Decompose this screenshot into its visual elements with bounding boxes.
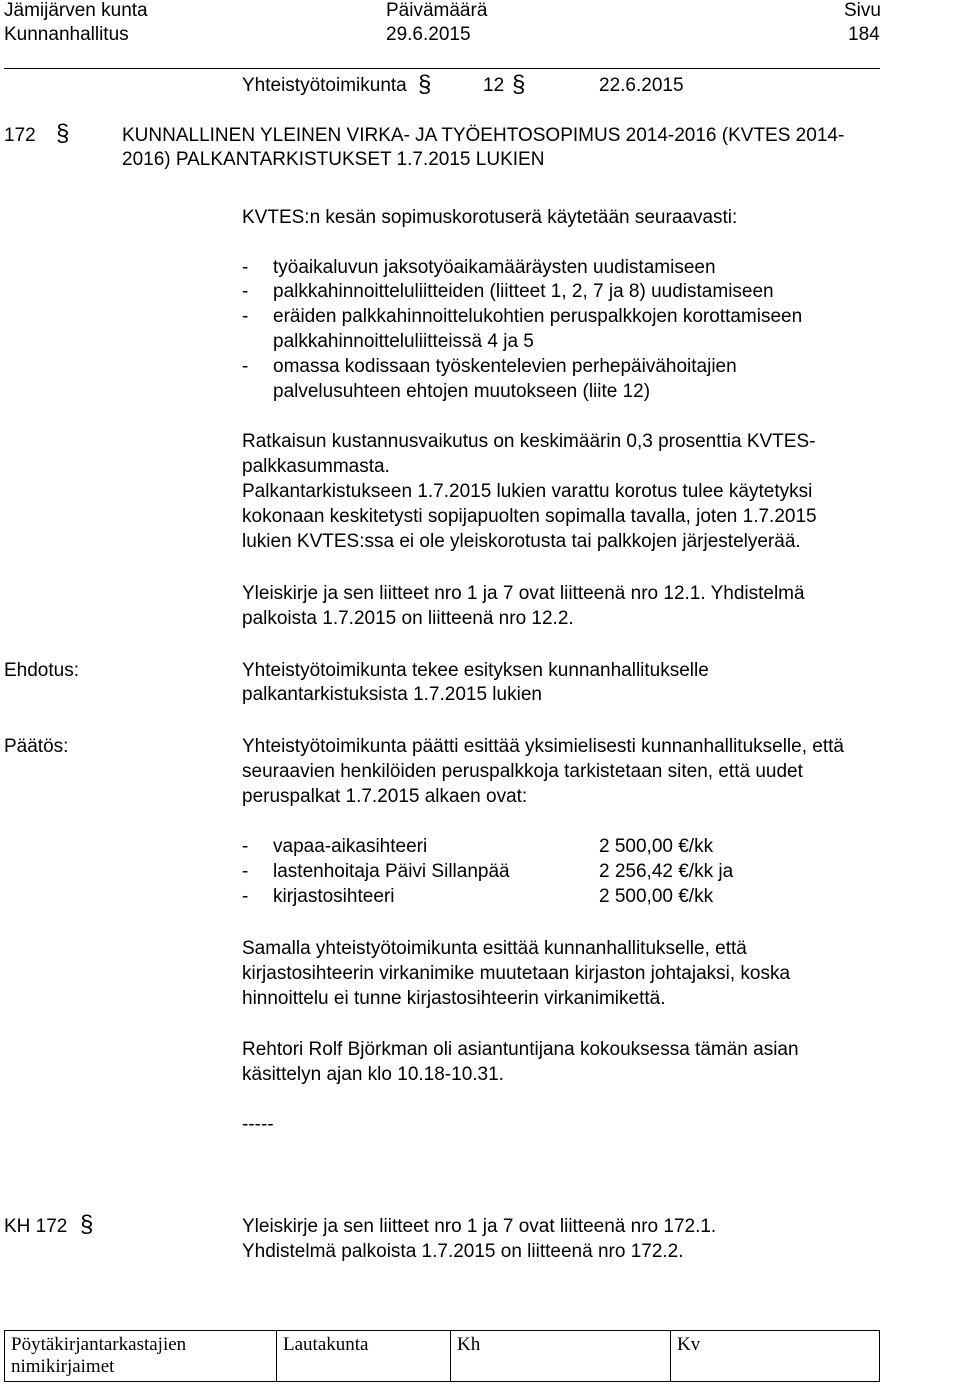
section-sign: § (56, 120, 70, 147)
list-dash: - (242, 281, 249, 302)
separator: ----- (242, 1114, 274, 1135)
proposal-line: Yhteistyötoimikunta tekee esityksen kunnanhallitukselle (242, 660, 709, 681)
list-item: työaikaluvun jaksotyöaikamääräysten uudistamiseen (273, 257, 716, 278)
section-sign: § (418, 71, 432, 98)
paragraph-line: kirjastosihteerin virkanimike muutetaan kirjaston johtajaksi, koska (242, 963, 791, 984)
salary-amount: 2 500,00 €/kk (599, 886, 714, 907)
footer-kv-label: Kv (677, 1334, 701, 1355)
proposal-line: palkantarkistuksista 1.7.2015 lukien (242, 684, 542, 705)
intro-text: KVTES:n kesän sopimuskorotuserä käytetään seuraavasti: (242, 207, 738, 228)
list-dash: - (242, 861, 249, 882)
page-label: Sivu (844, 0, 881, 21)
footer-signature-table (4, 1330, 880, 1382)
paragraph-line: Ratkaisun kustannusvaikutus on keskimäärin 0,3 prosenttia KVTES- (242, 431, 816, 452)
list-dash: - (242, 306, 249, 327)
footer-kv-cell (671, 1331, 879, 1381)
paragraph-line: palkoista 1.7.2015 on liitteenä nro 12.2. (242, 608, 574, 629)
committee-date: 22.6.2015 (599, 75, 684, 96)
salary-title: vapaa-aikasihteeri (273, 836, 428, 857)
committee-section-number: 12 (483, 75, 505, 96)
footer-checkers-label: Pöytäkirjantarkastajien (11, 1334, 187, 1355)
list-item-continued: palkkahinnoitteluliitteissä 4 ja 5 (273, 331, 534, 352)
footer-kh-cell (451, 1331, 671, 1381)
header-rule (4, 68, 880, 69)
page-number: 184 (848, 24, 880, 45)
list-dash: - (242, 836, 249, 857)
list-item: omassa kodissaan työskentelevien perhepäivähoitajien (273, 356, 737, 377)
salary-amount: 2 256,42 €/kk ja (599, 861, 734, 882)
list-dash: - (242, 257, 249, 278)
paragraph-line: Samalla yhteistyötoimikunta esittää kunnanhallitukselle, että (242, 938, 747, 959)
body-name: Kunnanhallitus (4, 24, 129, 45)
item-title-line-1: KUNNALLINEN YLEINEN VIRKA- JA TYÖEHTOSOPIMUS 2014-2016 (KVTES 2014- (122, 125, 845, 146)
paragraph-line: Yleiskirje ja sen liitteet nro 1 ja 7 ovat liitteenä nro 12.1. Yhdistelmä (242, 583, 805, 604)
decision-label: Päätös: (4, 736, 69, 757)
paragraph-line: lukien KVTES:ssa ei ole yleiskorotusta tai palkkojen järjestelyerää. (242, 531, 801, 552)
footer-kh-label: Kh (457, 1334, 481, 1355)
paragraph-line: käsittelyn ajan klo 10.18-10.31. (242, 1064, 504, 1085)
kh-label: KH 172 (4, 1216, 68, 1237)
footer-board-cell (277, 1331, 451, 1381)
list-dash: - (242, 356, 249, 377)
list-item: palkkahinnoitteluliitteiden (liitteet 1, 2, 7 ja 8) uudistamiseen (273, 281, 774, 302)
list-item: eräiden palkkahinnoittelukohtien peruspalkkojen korottamiseen (273, 306, 803, 327)
footer-checkers-label-2: nimikirjaimet (11, 1356, 115, 1377)
kh-line: Yhdistelmä palkoista 1.7.2015 on liitteenä nro 172.2. (242, 1241, 684, 1262)
item-number: 172 (4, 125, 36, 146)
footer-board-label: Lautakunta (283, 1334, 369, 1355)
meeting-date: 29.6.2015 (386, 24, 471, 45)
salary-title: kirjastosihteeri (273, 886, 395, 907)
date-label: Päivämäärä (386, 0, 488, 21)
paragraph-line: kokonaan keskitetysti sopijapuolten sopimalla tavalla, joten 1.7.2015 (242, 506, 817, 527)
item-title-line-2: 2016) PALKANTARKISTUKSET 1.7.2015 LUKIEN (122, 149, 545, 170)
footer-checkers-cell (5, 1331, 277, 1381)
list-item-continued: palvelusuhteen ehtojen muutokseen (liite 12) (273, 381, 651, 402)
kh-line: Yleiskirje ja sen liitteet nro 1 ja 7 ovat liitteenä nro 172.1. (242, 1216, 717, 1237)
section-sign: § (512, 71, 526, 98)
paragraph-line: Palkantarkistukseen 1.7.2015 lukien varattu korotus tulee käytetyksi (242, 481, 813, 502)
municipality-name: Jämijärven kunta (4, 0, 148, 21)
proposal-label: Ehdotus: (4, 660, 79, 681)
list-dash: - (242, 886, 249, 907)
paragraph-line: Rehtori Rolf Björkman oli asiantuntijana kokouksessa tämän asian (242, 1039, 799, 1060)
decision-line: seuraavien henkilöiden peruspalkkoja tarkistetaan siten, että uudet (242, 761, 803, 782)
paragraph-line: palkkasummasta. (242, 456, 390, 477)
paragraph-line: hinnoittelu ei tunne kirjastosihteerin virkanimikettä. (242, 988, 666, 1009)
decision-line: peruspalkat 1.7.2015 alkaen ovat: (242, 786, 528, 807)
decision-line: Yhteistyötoimikunta päätti esittää yksimielisesti kunnanhallitukselle, että (242, 736, 844, 757)
salary-amount: 2 500,00 €/kk (599, 836, 714, 857)
salary-title: lastenhoitaja Päivi Sillanpää (273, 861, 510, 882)
section-sign: § (80, 1211, 94, 1238)
committee-name: Yhteistyötoimikunta (242, 75, 407, 96)
